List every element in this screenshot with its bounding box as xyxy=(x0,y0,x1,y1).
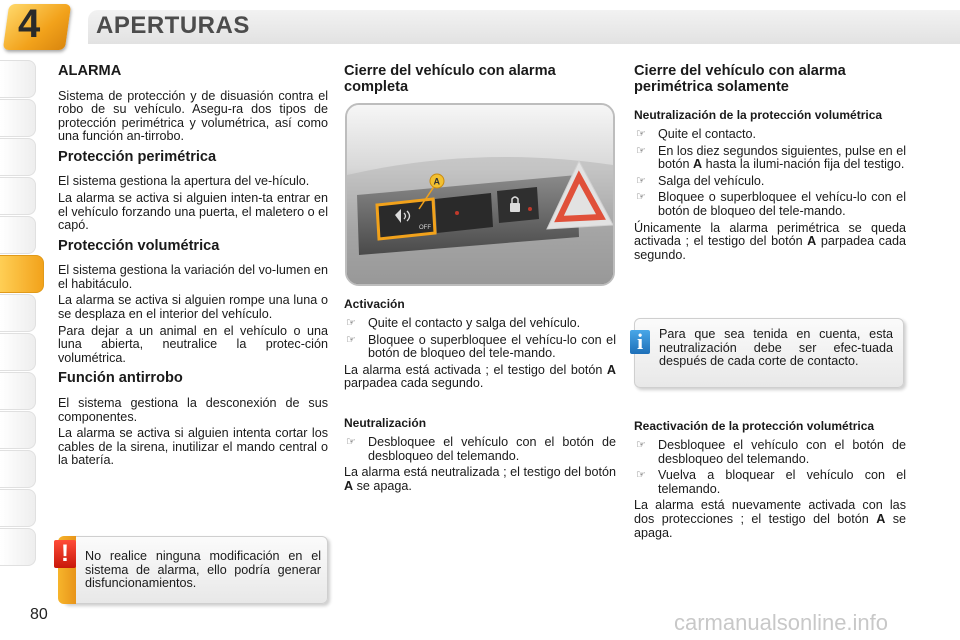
list-item xyxy=(344,436,616,463)
chapter-tab[interactable] xyxy=(0,60,36,98)
chapter-tab[interactable] xyxy=(0,138,36,176)
reactivacion-text xyxy=(634,499,906,540)
info-icon: i xyxy=(630,330,650,354)
reactivacion-heading: Reactivación de la protección volumétrica xyxy=(634,419,875,433)
column-reactivacion xyxy=(634,420,906,543)
warning-text: No realice ninguna modificación en el sistema de alarma, ello podría generar disfuncionamientos. xyxy=(85,549,321,591)
pointing-hand-icon: ☞ xyxy=(636,469,646,482)
chapter-tab[interactable] xyxy=(0,489,36,527)
list-item-text: Bloquee o superbloquee el vehícu-lo con el botón de bloqueo del tele-mando. xyxy=(368,332,616,361)
info-box xyxy=(634,318,904,388)
column-alarma xyxy=(58,64,328,471)
activacion-heading: Activación xyxy=(344,297,405,311)
antirrobo-heading: Función antirrobo xyxy=(58,370,183,387)
list-item-text: Vuelva a bloquear el vehículo con el telemando. xyxy=(658,468,906,496)
volumetrica-text-3: Para dejar a un animal en el vehículo o una luna abierta, neutralice la protec-ción volumétrica. xyxy=(58,323,328,365)
list-item-text: Quite el contacto. xyxy=(658,127,757,141)
button-a-key: A xyxy=(693,157,703,172)
text-run: parpadea cada segundo. xyxy=(344,376,484,391)
list-item xyxy=(344,334,616,361)
text-run: La alarma está neutralizada ; el testigo del botón xyxy=(344,465,616,480)
dashboard-illustration xyxy=(347,105,613,284)
activacion-list xyxy=(344,317,616,361)
alarma-perimetrica-heading: Cierre del vehículo con alarma perimétrica solamente xyxy=(634,63,846,95)
button-a-key: A xyxy=(807,234,817,249)
alarma-heading: ALARMA xyxy=(58,63,122,79)
list-item xyxy=(634,439,906,466)
chapter-tab-active[interactable] xyxy=(0,255,44,293)
button-a-key: A xyxy=(876,511,886,526)
button-a-key: A xyxy=(344,478,354,493)
alarm-led xyxy=(455,211,459,215)
button-a-key: A xyxy=(606,362,616,377)
off-label: OFF xyxy=(419,225,431,231)
pointing-hand-icon: ☞ xyxy=(636,439,646,451)
neutralizacion-heading: Neutralización xyxy=(344,415,427,430)
text-run: La alarma está activada ; el testigo del botón xyxy=(344,362,607,377)
pointing-hand-icon: ☞ xyxy=(636,128,646,140)
list-item-text: En los diez segundos siguientes, pulse en el botón xyxy=(658,143,906,172)
list-item-text: Quite el contacto y salga del vehículo. xyxy=(368,316,581,330)
chapter-tab[interactable] xyxy=(0,216,36,254)
lock-led xyxy=(528,207,532,211)
page-title: APERTURAS xyxy=(96,12,250,39)
pointing-hand-icon: ☞ xyxy=(636,144,646,157)
list-item-text: Bloquee o superbloquee el vehícu-lo con el botón de bloqueo del tele-mando. xyxy=(658,190,906,218)
text-run: se apaga. xyxy=(634,511,906,540)
text-run: Únicamente la alarma perimétrica se queda activada ; el testigo del botón xyxy=(634,220,906,249)
perimetrica-text-2: La alarma se activa si alguien inten-ta entrar en el vehículo forzando una puerta, el maletero o el capó. xyxy=(58,190,328,233)
pointing-hand-icon: ☞ xyxy=(636,174,646,187)
warning-icon: ! xyxy=(54,540,76,568)
list-item-text: Desbloquee el vehículo con el botón de desbloqueo del telemando. xyxy=(658,438,906,466)
alarm-button-right xyxy=(435,193,493,233)
watermark: carmanualsonline.info xyxy=(674,610,889,635)
list-item-text: hasta la ilumi-nación fija del testigo. xyxy=(702,157,905,172)
text-run: parpadea cada segundo. xyxy=(634,234,906,262)
neutralizacion-list xyxy=(344,436,616,463)
column-alarma-perimetrica xyxy=(634,64,906,265)
pointing-hand-icon: ☞ xyxy=(636,191,646,204)
volumetrica-heading: Protección volumétrica xyxy=(58,237,220,254)
list-item-text: Desbloquee el vehículo con el botón de desbloqueo del telemando. xyxy=(368,434,616,463)
dashboard-photo xyxy=(345,103,615,286)
list-item xyxy=(344,317,616,331)
chapter-tab[interactable] xyxy=(0,372,36,410)
chapter-tab[interactable] xyxy=(0,99,36,137)
info-text: Para que sea tenida en cuenta, esta neutralización debe ser efec-tuada después de cada corte de contacto. xyxy=(659,327,893,369)
antirrobo-text-2: La alarma se activa si alguien intenta cortar los cables de la sirena, inutilizar el mando central o la batería. xyxy=(58,426,328,468)
pointing-hand-icon: ☞ xyxy=(346,333,356,346)
pointing-hand-icon: ☞ xyxy=(346,435,356,448)
chapter-tab[interactable] xyxy=(0,528,36,566)
pointing-hand-icon: ☞ xyxy=(346,317,356,329)
chapter-tab[interactable] xyxy=(0,177,36,215)
alarma-text: Sistema de protección y de disuasión contra el robo de su vehículo. Asegu-ra dos tipos de protección perimétrica y volumétrica, así como una función an-tirrobo. xyxy=(58,88,328,144)
list-item xyxy=(634,191,906,218)
perimetrica-heading: Protección perimétrica xyxy=(58,148,217,165)
button-a-label: A xyxy=(433,176,440,187)
list-item xyxy=(634,469,906,496)
column-alarma-completa xyxy=(344,64,616,105)
column-alarma-completa-body xyxy=(344,298,616,496)
list-item xyxy=(634,145,906,172)
text-run: La alarma está nuevamente activada con las dos protecciones ; el testigo del botón xyxy=(634,498,906,526)
chapter-tab[interactable] xyxy=(0,450,36,488)
page-number: 80 xyxy=(30,606,48,623)
list-item-text: Salga del vehículo. xyxy=(658,173,765,188)
perimetrica-text-1: El sistema gestiona la apertura del ve-hículo. xyxy=(58,174,310,189)
list-item xyxy=(634,128,906,142)
list-item xyxy=(634,175,906,189)
alarm-button xyxy=(377,199,435,239)
neutralizacion-text xyxy=(344,466,616,493)
text-run: se apaga. xyxy=(353,478,412,493)
reactivacion-list xyxy=(634,439,906,496)
chapter-tab[interactable] xyxy=(0,294,36,332)
chapter-tab[interactable] xyxy=(0,333,36,371)
volumetrica-text-2: La alarma se activa si alguien rompe una luna o se desplaza en el interior del vehículo. xyxy=(58,293,328,322)
warning-box xyxy=(62,536,328,604)
chapter-tabs xyxy=(0,60,46,567)
chapter-number: 4 xyxy=(18,2,41,46)
activacion-text xyxy=(344,364,616,391)
neutralizacion-volumetrica-list xyxy=(634,128,906,219)
chapter-tab[interactable] xyxy=(0,411,36,449)
neutralizacion-volumetrica-text xyxy=(634,222,906,263)
neutralizacion-volumetrica-heading: Neutralización de la protección volumétrica xyxy=(634,108,883,122)
volumetrica-text-1: El sistema gestiona la variación del vo-lumen en el habitáculo. xyxy=(58,263,328,291)
alarma-completa-heading: Cierre del vehículo con alarma completa xyxy=(344,63,556,95)
antirrobo-text-1: El sistema gestiona la desconexión de sus componentes. xyxy=(58,395,328,424)
